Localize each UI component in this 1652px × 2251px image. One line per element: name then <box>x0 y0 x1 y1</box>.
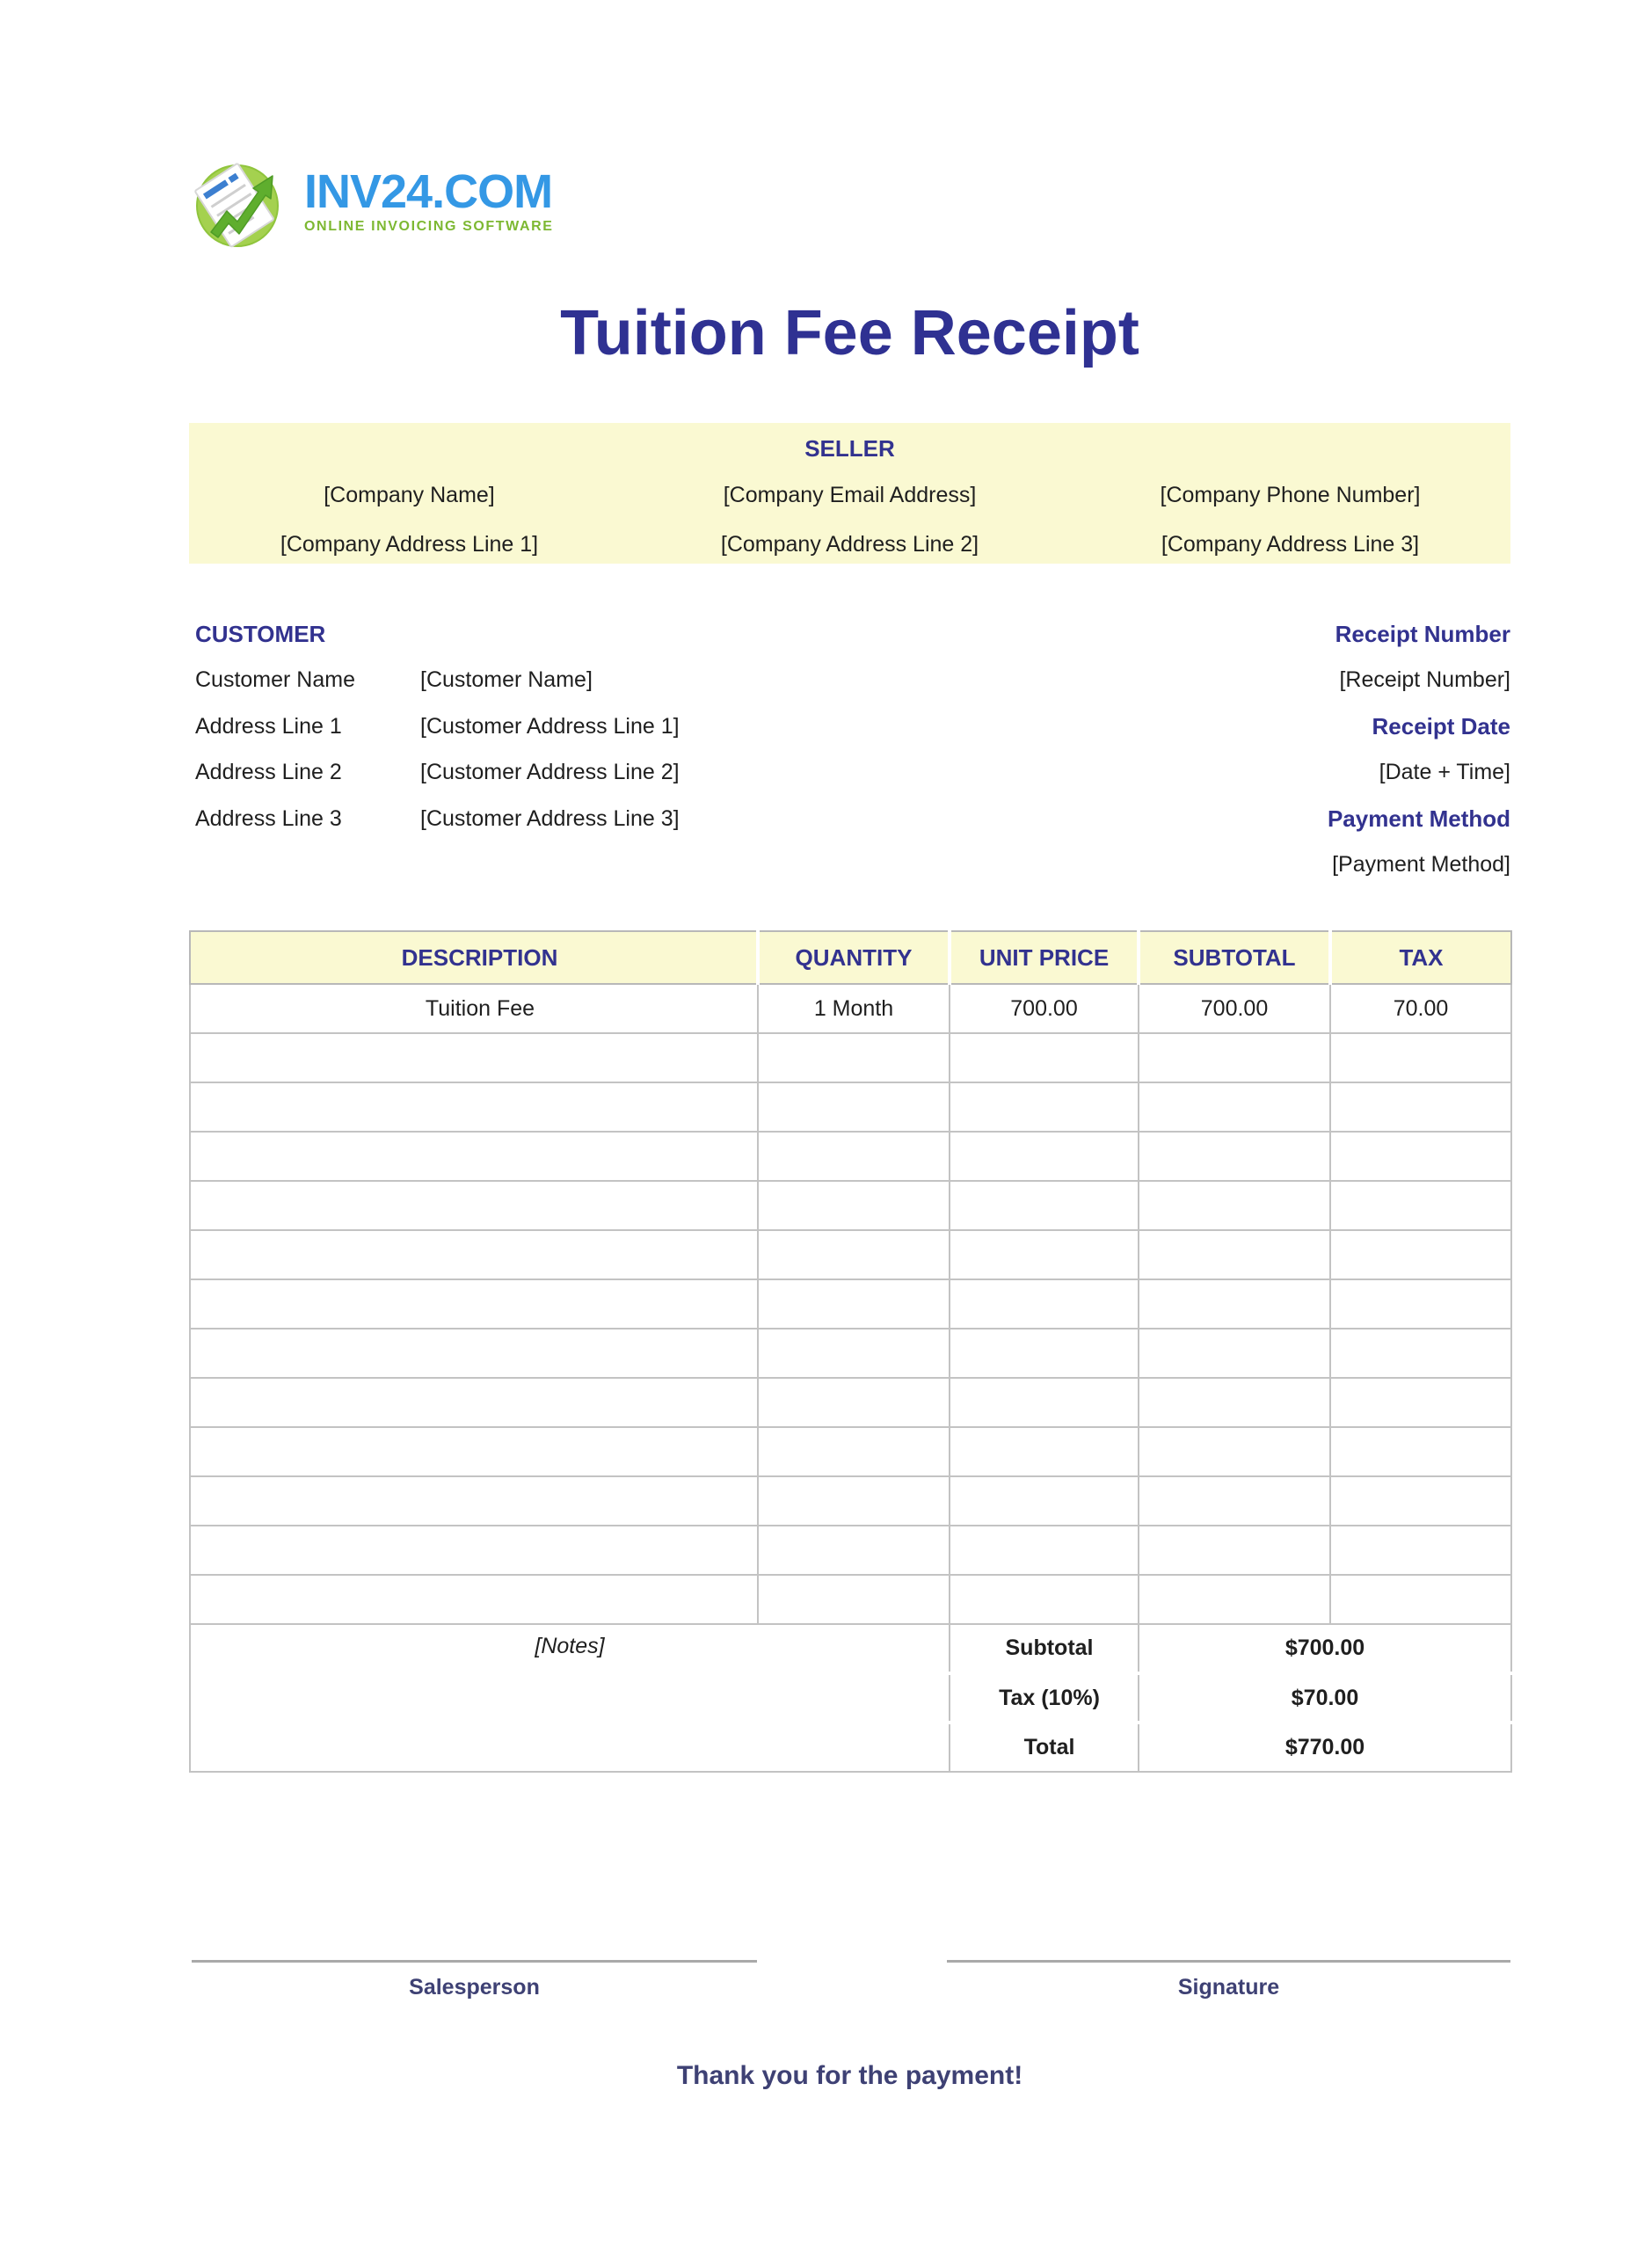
empty-item-row <box>190 1181 1511 1230</box>
empty-item-row <box>190 1427 1511 1476</box>
items-table-empty-rows <box>190 1033 1511 1624</box>
salesperson-signature-block <box>192 1960 757 2000</box>
empty-item-cell <box>758 1181 950 1230</box>
customer-address1-value: [Customer Address Line 1] <box>420 713 680 739</box>
invoice-chart-icon <box>192 157 283 248</box>
empty-item-cell <box>1330 1427 1511 1476</box>
empty-item-cell <box>1139 1575 1330 1624</box>
empty-item-cell <box>1139 1526 1330 1575</box>
empty-item-cell <box>190 1329 758 1378</box>
empty-item-cell <box>1139 1378 1330 1427</box>
item-description: Tuition Fee <box>190 984 758 1033</box>
signature-label: Signature <box>1177 1975 1280 2000</box>
customer-row <box>195 658 680 704</box>
empty-item-cell <box>1139 1230 1330 1279</box>
empty-item-cell <box>950 1082 1139 1132</box>
empty-item-cell <box>1330 1132 1511 1181</box>
seller-row-1 <box>189 483 1510 508</box>
payment-method-value: [Payment Method] <box>1332 852 1510 878</box>
subtotal-label: Subtotal <box>950 1624 1139 1673</box>
empty-item-cell <box>190 1082 758 1132</box>
empty-item-cell <box>190 1230 758 1279</box>
empty-item-cell <box>1330 1329 1511 1378</box>
empty-item-cell <box>1330 1378 1511 1427</box>
logo-name: INV24.COM <box>304 165 553 218</box>
empty-item-cell <box>758 1329 950 1378</box>
receipt-date-label: Receipt Date <box>1372 712 1510 739</box>
tax-label: Tax (10%) <box>950 1673 1139 1723</box>
empty-item-cell <box>1139 1181 1330 1230</box>
empty-item-cell <box>190 1427 758 1476</box>
empty-item-cell <box>950 1427 1139 1476</box>
empty-item-cell <box>1330 1181 1511 1230</box>
company-address-3: [Company Address Line 3] <box>1161 532 1420 557</box>
company-address-1: [Company Address Line 1] <box>280 532 539 557</box>
customer-name-value: [Customer Name] <box>420 667 593 693</box>
empty-item-cell <box>1139 1476 1330 1526</box>
header-subtotal: SUBTOTAL <box>1139 931 1330 984</box>
empty-item-cell <box>1139 1082 1330 1132</box>
subtotal-row <box>190 1624 1511 1673</box>
empty-item-cell <box>1330 1033 1511 1082</box>
header-quantity: QUANTITY <box>758 931 950 984</box>
empty-item-cell <box>758 1378 950 1427</box>
seller-row-2 <box>189 532 1510 557</box>
customer-heading: CUSTOMER <box>195 620 326 647</box>
customer-address3-label: Address Line 3 <box>195 805 342 831</box>
empty-item-cell <box>950 1476 1139 1526</box>
logo-text <box>304 165 554 235</box>
empty-item-row <box>190 1082 1511 1132</box>
payment-method-label: Payment Method <box>1327 805 1510 832</box>
empty-item-cell <box>758 1082 950 1132</box>
customer-name-label: Customer Name <box>195 667 355 693</box>
total-label: Total <box>950 1723 1139 1772</box>
empty-item-cell <box>190 1526 758 1575</box>
signature-line <box>947 1960 1510 1963</box>
empty-item-row <box>190 1329 1511 1378</box>
items-table-footer <box>190 1624 1511 1772</box>
company-name: [Company Name] <box>324 483 495 507</box>
empty-item-cell <box>950 1329 1139 1378</box>
items-table <box>189 930 1510 1773</box>
empty-item-cell <box>1139 1427 1330 1476</box>
empty-item-cell <box>1330 1476 1511 1526</box>
empty-item-cell <box>190 1033 758 1082</box>
empty-item-row <box>190 1378 1511 1427</box>
item-tax: 70.00 <box>1330 984 1511 1033</box>
empty-item-cell <box>190 1181 758 1230</box>
items-table-header <box>190 931 1511 984</box>
customer-row <box>195 703 680 750</box>
customer-row <box>195 796 680 842</box>
empty-item-cell <box>190 1575 758 1624</box>
empty-item-cell <box>1330 1575 1511 1624</box>
salesperson-label: Salesperson <box>409 1975 540 2000</box>
empty-item-cell <box>1139 1329 1330 1378</box>
empty-item-row <box>190 1476 1511 1526</box>
header-unit-price: UNIT PRICE <box>950 931 1139 984</box>
subtotal-value: $700.00 <box>1139 1624 1511 1673</box>
empty-item-row <box>190 1575 1511 1624</box>
empty-item-cell <box>950 1575 1139 1624</box>
company-email: [Company Email Address] <box>723 483 977 507</box>
customer-address3-value: [Customer Address Line 3] <box>420 805 680 831</box>
empty-item-row <box>190 1279 1511 1329</box>
empty-item-cell <box>758 1575 950 1624</box>
empty-item-cell <box>190 1279 758 1329</box>
salesperson-signature-line <box>192 1960 757 1963</box>
empty-item-row <box>190 1526 1511 1575</box>
empty-item-row <box>190 1033 1511 1082</box>
customer-row <box>195 750 680 797</box>
empty-item-cell <box>1139 1033 1330 1082</box>
header-tax: TAX <box>1330 931 1511 984</box>
seller-section <box>189 423 1510 564</box>
empty-item-cell <box>758 1230 950 1279</box>
empty-item-cell <box>950 1033 1139 1082</box>
empty-item-cell <box>758 1476 950 1526</box>
page-title: Tuition Fee Receipt <box>560 298 1139 368</box>
item-unit-price: 700.00 <box>950 984 1139 1033</box>
signature-block <box>947 1960 1510 2000</box>
empty-item-cell <box>190 1378 758 1427</box>
seller-heading: SELLER <box>804 435 895 462</box>
empty-item-cell <box>950 1181 1139 1230</box>
item-row <box>190 984 1511 1033</box>
empty-item-cell <box>1330 1279 1511 1329</box>
empty-item-cell <box>1330 1230 1511 1279</box>
empty-item-cell <box>758 1526 950 1575</box>
total-value: $770.00 <box>1139 1723 1511 1772</box>
empty-item-cell <box>190 1476 758 1526</box>
customer-address2-label: Address Line 2 <box>195 760 342 785</box>
receipt-date-value: [Date + Time] <box>1379 760 1510 785</box>
empty-item-cell <box>758 1279 950 1329</box>
notes-area: [Notes] <box>190 1624 950 1772</box>
customer-address2-value: [Customer Address Line 2] <box>420 760 680 785</box>
empty-item-cell <box>950 1279 1139 1329</box>
company-phone: [Company Phone Number] <box>1160 483 1421 507</box>
receipt-meta-section <box>1328 611 1510 888</box>
empty-item-cell <box>190 1132 758 1181</box>
empty-item-cell <box>950 1378 1139 1427</box>
logo-tagline: ONLINE INVOICING SOFTWARE <box>304 219 554 234</box>
empty-item-cell <box>950 1132 1139 1181</box>
empty-item-cell <box>1139 1279 1330 1329</box>
empty-item-row <box>190 1132 1511 1181</box>
tax-value: $70.00 <box>1139 1673 1511 1723</box>
empty-item-cell <box>950 1230 1139 1279</box>
empty-item-cell <box>1330 1082 1511 1132</box>
item-quantity: 1 Month <box>758 984 950 1033</box>
customer-address1-label: Address Line 1 <box>195 713 342 739</box>
receipt-number-label: Receipt Number <box>1335 620 1510 647</box>
empty-item-cell <box>758 1132 950 1181</box>
empty-item-row <box>190 1230 1511 1279</box>
empty-item-cell <box>1330 1526 1511 1575</box>
customer-section <box>195 611 680 842</box>
thank-you-message: Thank you for the payment! <box>676 2061 1023 2090</box>
logo <box>192 157 554 248</box>
company-address-2: [Company Address Line 2] <box>720 532 979 557</box>
empty-item-cell <box>950 1526 1139 1575</box>
empty-item-cell <box>758 1033 950 1082</box>
header-description: DESCRIPTION <box>190 931 758 984</box>
empty-item-cell <box>1139 1132 1330 1181</box>
empty-item-cell <box>758 1427 950 1476</box>
item-subtotal: 700.00 <box>1139 984 1330 1033</box>
receipt-number-value: [Receipt Number] <box>1339 667 1510 693</box>
